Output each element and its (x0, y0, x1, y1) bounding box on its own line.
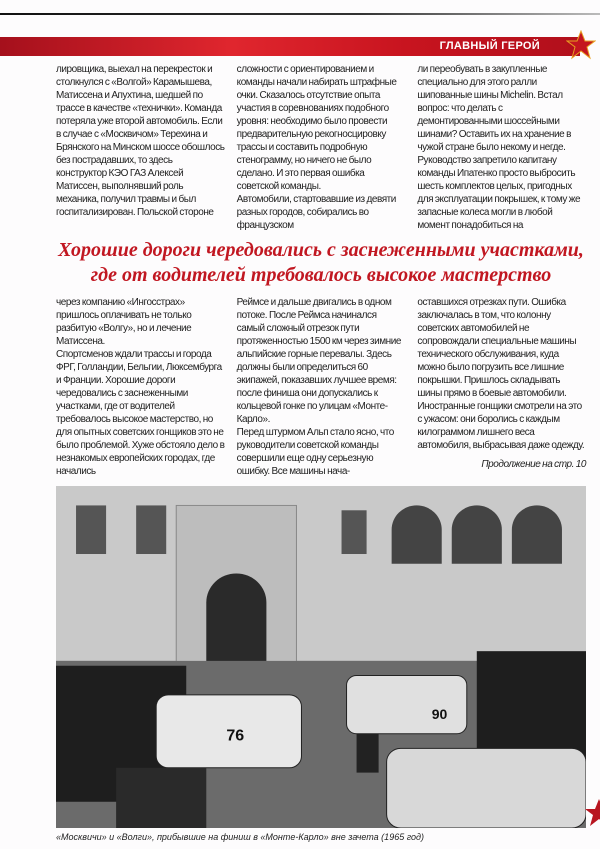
column-2-bottom (237, 296, 406, 478)
column-1-top (56, 63, 225, 232)
car-number-90: 90 (431, 706, 448, 723)
section-title: ГЛАВНЫЙ ГЕРОЙ (439, 40, 540, 52)
paragraph: через компанию «Ингосстрах» пришлось оплачивать не только разбитую «Волгу», но и лечение Матиссена. Спортсменов ждали трассы и города ФРГ, Голландии, Бельгии, Люксембурга и Франции. Хорошие дороги чередовались с заснеженными участками, где от водителей требовалось высокое мастерство, но для опытных советских гонщиков это не было проблемой. Хуже обстояло дело в незнакомых европейских городах, где начались (56, 297, 225, 477)
continued-note: Продолжение на стр. 10 (481, 459, 586, 470)
article-body (56, 63, 586, 843)
section-banner (0, 37, 580, 56)
column-3-bottom (417, 296, 586, 478)
top-rule (0, 13, 600, 15)
photo-caption: «Москвичи» и «Волги», прибывшие на финиш в «Монте-Карло» вне зачета (1965 год) (56, 832, 425, 842)
paragraph: Реймсе и дальше двигались в одном потоке. После Реймса начинался самый сложный отрезок пути протяженностью 1500 км через зимние альпийские горные перевалы. Здесь должны были определиться 60 экипажей, показавших лучшее время: после финиша они допускались к кольцевой гонке по улицам «Монте-Карло». Перед штурмом Альп стало ясно, что руководители советской команды совершили еще одну серьезную ошибку. Все машины нача- (236, 297, 401, 477)
paragraph: сложности с ориентированием и команды начали набирать штрафные очки. Сказалось отсутствие опыта участия в соревнованиях подобного уровня: необходимо было провести предварительную рекогносцировку трассы и составить подробную стенограмму, но ничего не было сделано. И это первая ошибка советской команды. Автомобили, стартовавшие из девяти разных городов, собирались во французском (236, 64, 397, 231)
paragraph: ли переобувать в закупленные специально для этого ралли шипованные шины Michelin. Встал вопрос: что делать с демонтированными шоссейными шинами? Оставить их на хранение в чужой стране было некому и негде. Руководство запретило капитану команды Ипатенко просто выбросить шесть комплектов целых, пригодных для эксплуатации покрышек, к тому же запасные колеса могли в любой момент понадобиться на (417, 64, 581, 231)
column-1-bottom (56, 296, 225, 478)
pull-quote-headline: Хорошие дороги чередовались с заснеженными участками, где от водителей требовалось высокое мастерство (58, 239, 584, 286)
column-2-top (237, 63, 406, 232)
bottom-columns (56, 296, 586, 478)
paragraph: лировщика, выехал на перекресток и столкнулся с «Волгой» Карамышева, Матиссена и Апухтина, шедшей по трассе в качестве «технички». Команда потеряла уже второй автомобиль. Если в случае с «Москвичом» Терехина и Брянского на Минском шоссе обошлось без пострадавших, то здесь конструктор КЭО ГАЗ Алексей Матиссен, выполнявший роль механика, получил травмы и был госпитализирован. Польской стороне (56, 64, 225, 218)
red-star-icon (566, 30, 596, 60)
top-columns (56, 63, 586, 232)
red-star-icon (584, 798, 600, 828)
column-3-top (417, 63, 586, 232)
photo-monte-carlo-finish (56, 486, 586, 828)
car-number-76: 76 (226, 727, 245, 745)
paragraph: оставшихся отрезках пути. Ошибка заключалась в том, что колонну советских автомобилей не сопровождали специальные машины технического обслуживания, куда можно было погрузить все лишние покрышки. Пришлось складывать шины прямо в боевые автомобили. Иностранные гонщики смотрели на это с ужасом: они боролись с каждым килограммом лишнего веса автомобиля, выбрасывая даже одежду. (417, 297, 585, 451)
photo-illustration (56, 486, 586, 828)
